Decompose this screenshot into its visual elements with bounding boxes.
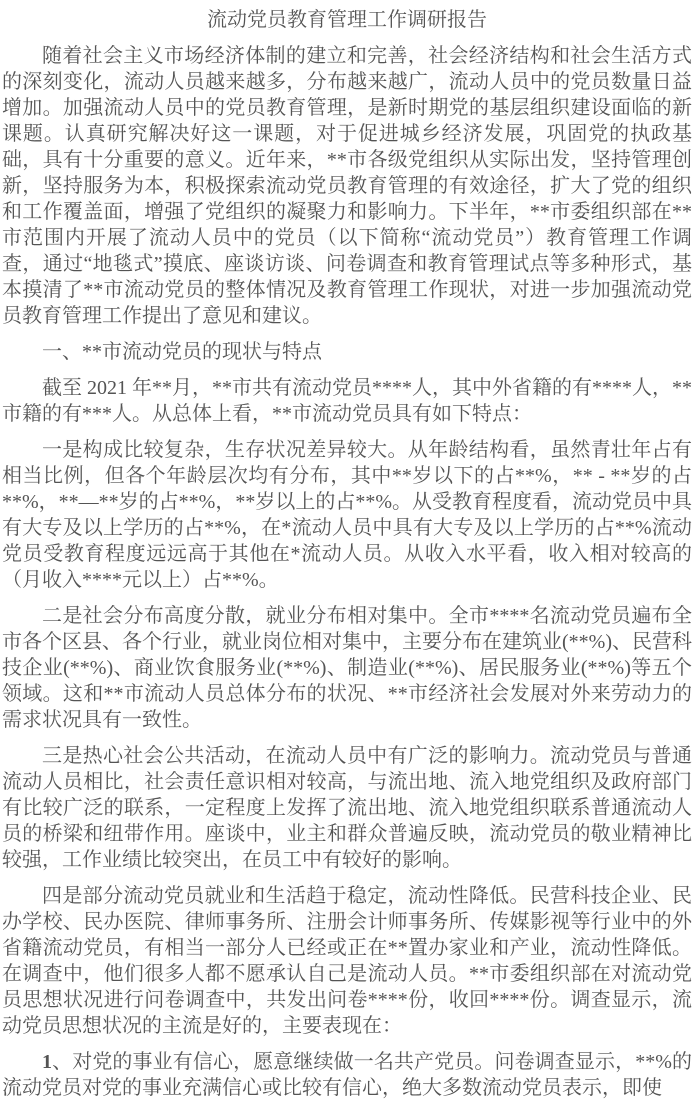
section-one-heading: 一、**市流动党员的现状与特点 bbox=[42, 341, 322, 363]
paragraph-intro: 随着社会主义市场经济体制的建立和完善，社会经济结构和社会生活方式的深刻变化，流动人员越来越多，分布越来越广，流动人员中的党员数量日益增加。加强流动人员中的党员教育管理，是新时期党的基层组织建设面临的新课题。认真研究解决好这一课题，对于促进城乡经济发展，巩固党的执政基础，具有十分重要的意义。近年来，**市各级党组织从实际出发，坚持管理创新，坚持服务为本，积极探索流动党员教育管理的有效途径，扩大了党的组织和工作覆盖面，增强了党组织的凝聚力和影响力。下半年，**市委组织部在**市范围内开展了流动人员中的党员（以下简称“流动党员”）教育管理工作调查，通过“地毯式”摸底、座谈访谈、问卷调查和教育管理试点等多种形式，基本摸清了**市流动党员的整体情况及教育管理工作现状，对进一步加强流动党员教育管理工作提出了意见和建议。 bbox=[2, 45, 692, 327]
paragraph-point-three: 三是热心社会公共活动，在流动人员中有广泛的影响力。流动党员与普通流动人员相比，社会责任意识相对较高，与流出地、流入地党组织及政府部门有比较广泛的联系，一定程度上发挥了流出地、流入地党组织联系普通流动人员的桥梁和纽带作用。座谈中，业主和群众普遍反映，流动党员的敬业精神比较强，工作业绩比较突出，在员工中有较好的影响。 bbox=[2, 745, 692, 871]
paragraph-point-two: 二是社会分布高度分散，就业分布相对集中。全市****名流动党员遍布全市各个区县、各个行业，就业岗位相对集中，主要分布在建筑业(**%)、民营科技企业(**%)、商业饮食服务业(**%)、制造业(**%)、居民服务业(**%)等五个领域。这和**市流动人员总体分布的状况、**市经济社会发展对外来劳动力的需求状况具有一致性。 bbox=[2, 605, 692, 731]
paragraph-point-four: 四是部分流动党员就业和生活趋于稳定，流动性降低。民营科技企业、民办学校、民办医院、律师事务所、注册会计师事务所、传媒影视等行业中的外省籍流动党员，有相当一部分人已经或正在**置办家业和产业，流动性降低。在调查中，他们很多人都不愿承认自己是流动人员。**市委组织部在对流动党员思想状况进行问卷调查中，共发出问卷****份，收回****份。调查显示，流动党员思想状况的主流是好的，主要表现在： bbox=[2, 885, 692, 1037]
paragraph-numbered-item-1 bbox=[2, 1049, 692, 1101]
paragraph-overview: 截至 2021 年**月，**市共有流动党员****人，其中外省籍的有****人，**市籍的有***人。从总体上看，**市流动党员具有如下特点： bbox=[2, 377, 692, 425]
document-title: 流动党员教育管理工作调研报告 bbox=[207, 9, 487, 31]
numbered-item-number: 1 bbox=[42, 1051, 52, 1073]
paragraph-point-one: 一是构成比较复杂，生存状况差异较大。从年龄结构看，虽然青壮年占有相当比例，但各个年龄层次均有分布，其中**岁以下的占**%，** - **岁的占**%，**—**岁的占**%，**岁以上的占**%。从受教育程度看，流动党员中具有大专及以上学历的占**%，在*流动人员中具有大专及以上学历的占**%流动党员受教育程度远远高于其他在*流动人员。从收入水平看，收入相对较高的（月收入****元以上）占**%。 bbox=[2, 439, 692, 591]
numbered-item-text: 、对党的事业有信心，愿意继续做一名共产党员。问卷调查显示，**%的流动党员对党的事业充满信心或比较有信心，绝大多数流动党员表示，即使 bbox=[2, 1051, 692, 1099]
